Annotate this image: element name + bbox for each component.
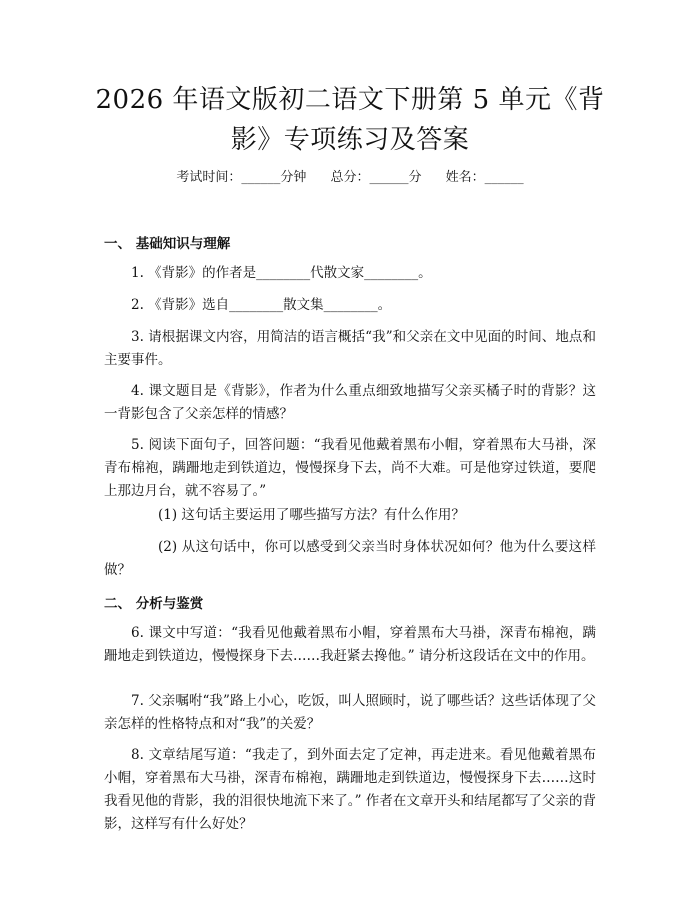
exam-time: 考试时间：______分钟 — [176, 170, 307, 185]
exam-meta — [0, 168, 700, 188]
exam-score: 总分：______分 — [330, 170, 422, 185]
question-7: 7. 父亲嘱咐“我”路上小心，吃饭，叫人照顾时，说了哪些话？这些话体现了父亲怎样的性格特点和对“我”的关爱？ — [104, 693, 596, 732]
question-3: 3. 请根据课文内容，用简洁的语言概括“我”和父亲在文中见面的时间、地点和主要事件。 — [104, 329, 596, 368]
question-8: 8. 文章结尾写道：“我走了，到外面去定了定神，再走进来。看见他戴着黑布小帽，穿着黑布大马褂，深青布棉袍，蹒跚地走到铁道边，慢慢探身下去……这时我看见他的背影，我的泪很快地流下来了。” 作者在文章开头和结尾都写了父亲的背影，这样写有什么好处？ — [104, 747, 596, 832]
section-heading-1: 一、 基础知识与理解 — [104, 236, 231, 252]
question-2: 2. 《背影》选自________散文集________。 — [131, 297, 392, 313]
page-title: 2026 年语文版初二语文下册第 5 单元《背影》专项练习及答案 — [95, 85, 605, 155]
section-heading-2: 二、 分析与鉴赏 — [104, 596, 204, 612]
question-6: 6. 课文中写道：“我看见他戴着黑布小帽，穿着黑布大马褂，深青布棉袍，蹒跚地走到铁道边，慢慢探身下去……我赶紧去搀他。” 请分析这段话在文中的作用。 — [104, 625, 596, 664]
question-5-sub-1: (1) 这句话主要运用了哪些描写方法？有什么作用？ — [158, 507, 465, 523]
student-name: 姓名：______ — [445, 170, 524, 185]
question-4: 4. 课文题目是《背影》，作者为什么重点细致地描写父亲买橘子时的背影？这一背影包含了父亲怎样的情感？ — [104, 383, 596, 422]
question-5-sub-2: (2) 从这句话中，你可以感受到父亲当时身体状况如何？他为什么要这样做？ — [104, 539, 596, 578]
question-5: 5. 阅读下面句子，回答问题：“我看见他戴着黑布小帽，穿着黑布大马褂，深青布棉袍，蹒跚地走到铁道边，慢慢探身下去，尚不大难。可是他穿过铁道，要爬上那边月台，就不容易了。” — [104, 437, 596, 499]
question-1: 1. 《背影》的作者是________代散文家________。 — [131, 265, 432, 281]
